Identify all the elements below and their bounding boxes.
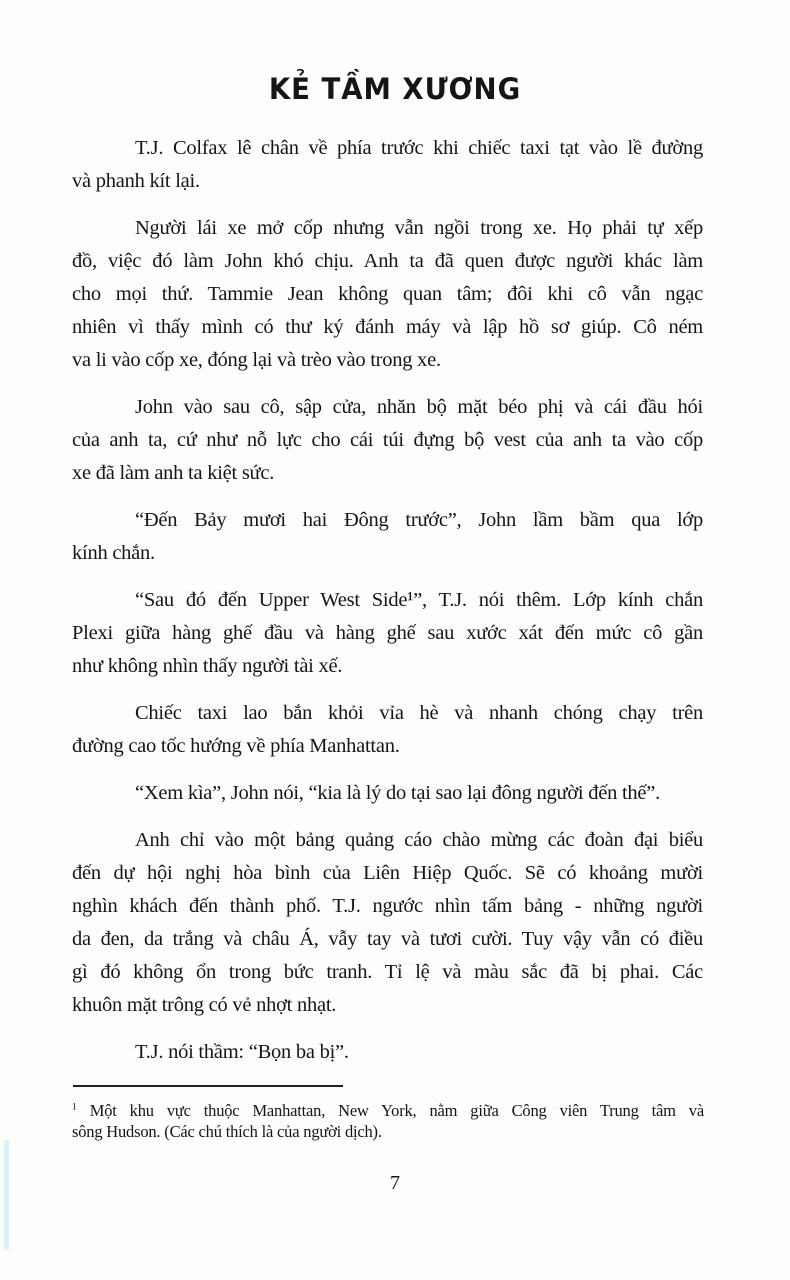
page-number: 7	[390, 1172, 400, 1194]
body-text	[72, 132, 703, 1083]
chapter-title: KẺ TẦM XƯƠNG	[268, 72, 522, 106]
text-line: da đen, da trắng và châu Á, vẫy tay và tươi cười. Tuy vậy vẫn có điều	[72, 928, 703, 950]
paragraph	[72, 132, 703, 198]
footnote-line	[72, 1100, 704, 1121]
text-line: xe đã làm anh ta kiệt sức.	[72, 462, 275, 484]
text-line: nghìn khách đến thành phố. T.J. ngước nhìn tấm bảng - những người	[72, 895, 703, 917]
text-line: khuôn mặt trông có vẻ nhợt nhạt.	[72, 994, 337, 1016]
text-line: đường cao tốc hướng về phía Manhattan.	[72, 735, 400, 757]
footnote	[72, 1100, 704, 1142]
text-line: đến dự hội nghị hòa bình của Liên Hiệp Quốc. Sẽ có khoảng mười	[72, 862, 703, 884]
text-line: Plexi giữa hàng ghế đầu và hàng ghế sau xước xát đến mức cô gần	[72, 622, 703, 644]
text-line: và phanh kít lại.	[72, 170, 200, 192]
text-line: John vào sau cô, sập cửa, nhăn bộ mặt béo phị và cái đầu hói	[135, 396, 703, 418]
text-line: nhiên vì thấy mình có thư ký đánh máy và lập hồ sơ giúp. Cô ném	[72, 316, 703, 338]
text-line: gì đó không ổn trong bức tranh. Tỉ lệ và màu sắc đã bị phai. Các	[72, 961, 703, 983]
footnote-line: sông Hudson. (Các chú thích là của người dịch).	[72, 1122, 382, 1141]
footnote-text: Một khu vực thuộc Manhattan, New York, nằm giữa Công viên Trung tâm và	[89, 1101, 704, 1120]
text-line: của anh ta, cứ như nỗ lực cho cái túi đựng bộ vest của anh ta vào cốp	[72, 429, 703, 451]
text-line: Người lái xe mở cốp nhưng vẫn ngồi trong xe. Họ phải tự xếp	[135, 217, 703, 239]
paragraph	[72, 824, 703, 1022]
text-line: đồ, việc đó làm John khó chịu. Anh ta đã quen được người khác làm	[72, 250, 703, 272]
footnote-marker: 1	[72, 1101, 77, 1113]
text-line: kính chắn.	[72, 542, 155, 564]
text-line: T.J. nói thầm: “Bọn ba bị”.	[135, 1041, 349, 1063]
scan-edge-mark	[4, 1140, 9, 1250]
text-line: T.J. Colfax lê chân về phía trước khi chiếc taxi tạt vào lề đường	[135, 137, 703, 159]
text-line: “Xem kìa”, John nói, “kia là lý do tại sao lại đông người đến thế”.	[135, 782, 660, 804]
text-line: như không nhìn thấy người tài xế.	[72, 655, 343, 677]
paragraph	[72, 777, 703, 810]
text-line: Chiếc taxi lao bắn khỏi vỉa hè và nhanh chóng chạy trên	[135, 702, 703, 724]
paragraph	[72, 504, 703, 570]
paragraph	[72, 584, 703, 683]
paragraph	[72, 212, 703, 377]
text-line: Anh chỉ vào một bảng quảng cáo chào mừng các đoàn đại biểu	[135, 829, 703, 851]
paragraph	[72, 391, 703, 490]
paragraph	[72, 1036, 703, 1069]
text-line: “Sau đó đến Upper West Side¹”, T.J. nói thêm. Lớp kính chắn	[135, 589, 703, 611]
paragraph	[72, 697, 703, 763]
text-line: “Đến Bảy mươi hai Đông trước”, John lầm bầm qua lớp	[135, 509, 703, 531]
text-line: cho mọi thứ. Tammie Jean không quan tâm; đôi khi cô vẫn ngạc	[72, 283, 703, 305]
text-line: va li vào cốp xe, đóng lại và trèo vào trong xe.	[72, 349, 441, 371]
footnote-divider	[73, 1085, 343, 1087]
